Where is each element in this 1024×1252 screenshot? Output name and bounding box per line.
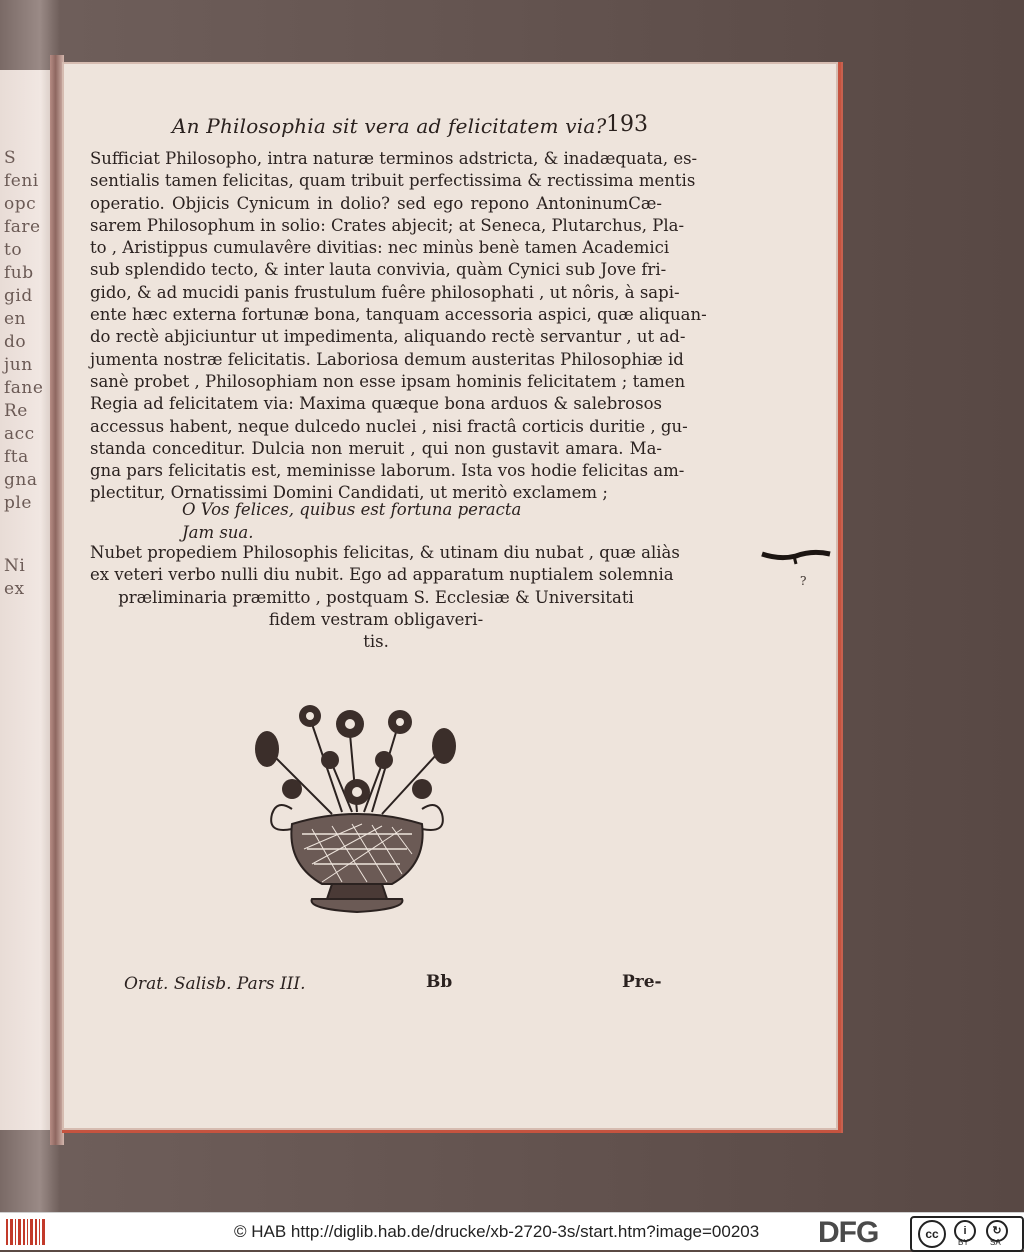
text-line: to , Aristippus cumulavêre divitias: nec minùs benè tamen Academici — [90, 238, 670, 258]
previous-page-fragment: fub — [4, 263, 34, 283]
previous-page-fragment: fta — [4, 447, 29, 467]
cc-license-badge[interactable] — [910, 1216, 1024, 1252]
text-line: do rectè abjiciuntur ut impedimenta, aliquando rectè servantur , ut ad- — [90, 327, 686, 347]
ink-stroke-mark — [760, 548, 832, 566]
text-line: ente hæc externa fortunæ bona, tanquam accessoria aspici, quæ aliquan- — [90, 305, 707, 325]
page-number: 193 — [606, 112, 648, 137]
text-line: Sufficiat Philosopho, intra naturæ terminos adstricta, & inadæquata, es- — [90, 149, 698, 168]
margin-note: ? — [800, 574, 807, 588]
dfg-logo: DFG — [818, 1216, 879, 1249]
text-line: gido, & ad mucidi panis frustulum fuêre philosophati , ut nôris, à sapi- — [90, 282, 680, 302]
text-line: sarem Philosophum in solio: Crates abjecit; at Seneca, Plutarchus, Pla- — [90, 215, 685, 235]
verse-line: O Vos felices, quibus est fortuna peracta — [182, 500, 522, 519]
text-line: gna pars felicitatis est, meminisse laborum. Ista vos hodie felicitas am- — [90, 461, 685, 481]
previous-page-fragment: S — [4, 148, 17, 168]
previous-page-fragment: fane — [4, 378, 44, 398]
text-line: ex veteri verbo nulli diu nubit. Ego ad apparatum nuptialem solemnia — [90, 565, 674, 585]
previous-page-fragment: fare — [4, 217, 41, 237]
barcode-icon — [6, 1219, 46, 1245]
previous-page-fragment: to — [4, 240, 23, 260]
previous-page-fragment: acc — [4, 424, 35, 444]
previous-page-fragment: jun — [4, 355, 33, 375]
text-line: præliminaria præmitto , postquam S. Ecclesiæ & Universitati — [118, 587, 634, 607]
text-line: sanè probet , Philosophiam non esse ipsam hominis felicitatem ; tamen — [90, 371, 686, 391]
previous-page-fragment: gna — [4, 470, 38, 490]
text-line: plectitur, Ornatissimi Domini Candidati, ut meritò exclamem ; — [90, 483, 608, 503]
previous-page-fragment: do — [4, 332, 27, 352]
text-line: jumenta nostræ felicitatis. Laboriosa demum austeritas Philosophiæ id — [90, 349, 684, 369]
verse-quotation — [182, 498, 521, 544]
text-line: operatio. Objicis Cynicum in dolio? sed ego repono AntoninumCæ- — [90, 193, 662, 213]
signature-mark: Bb — [426, 972, 453, 992]
closing-paragraph — [90, 542, 680, 653]
footer-title: Orat. Salisb. Pars III. — [124, 974, 306, 994]
text-line: Nubet propediem Philosophis felicitas, & utinam diu nubat , quæ aliàs — [90, 543, 680, 562]
previous-page-fragment: ple — [4, 493, 32, 513]
text-line: standa conceditur. Dulcia non meruit , qui non gustavit amara. Ma- — [90, 438, 662, 458]
attribution-icon: i — [954, 1220, 976, 1242]
running-title: An Philosophia sit vera ad felicitatem via? — [172, 114, 607, 138]
book-page — [62, 62, 841, 1133]
text-line: Regia ad felicitatem via: Maxima quæque bona arduos & salebrosos — [90, 394, 662, 414]
previous-page-fragment: gid — [4, 286, 33, 306]
main-paragraph — [90, 148, 707, 505]
previous-page-fragment: opc — [4, 194, 37, 214]
catchword: Pre- — [622, 972, 662, 992]
viewer-footer-bar — [0, 1212, 1024, 1250]
text-line: sentialis tamen felicitas, quam tribuit perfectissima & rectissima mentis — [90, 171, 696, 191]
text-line: sub splendido tecto, & inter lauta convivia, quàm Cynici sub Jove fri- — [90, 260, 667, 280]
previous-page-fragment: ex — [4, 579, 25, 599]
source-credit-link[interactable]: © HAB http://diglib.hab.de/drucke/xb-2720-3s/start.htm?image=00203 — [234, 1222, 760, 1241]
flower-vase-woodcut — [232, 694, 482, 920]
text-line: fidem vestram obligaveri- — [268, 609, 484, 629]
previous-page-fragment: Re — [4, 401, 28, 421]
previous-page-fragment: Ni — [4, 556, 26, 576]
previous-page-fragment: en — [4, 309, 27, 329]
by-label: BY — [958, 1238, 969, 1247]
text-line: accessus habent, neque dulcedo nuclei , nisi fractâ corticis duritie , gu- — [90, 416, 688, 436]
cc-icon: cc — [918, 1220, 946, 1248]
previous-page-fragment: feni — [4, 171, 39, 191]
text-line: tis. — [363, 632, 389, 652]
sa-label: SA — [990, 1238, 1001, 1247]
verse-line: Jam sua. — [182, 523, 254, 542]
share-alike-icon: ↻ — [986, 1220, 1008, 1242]
